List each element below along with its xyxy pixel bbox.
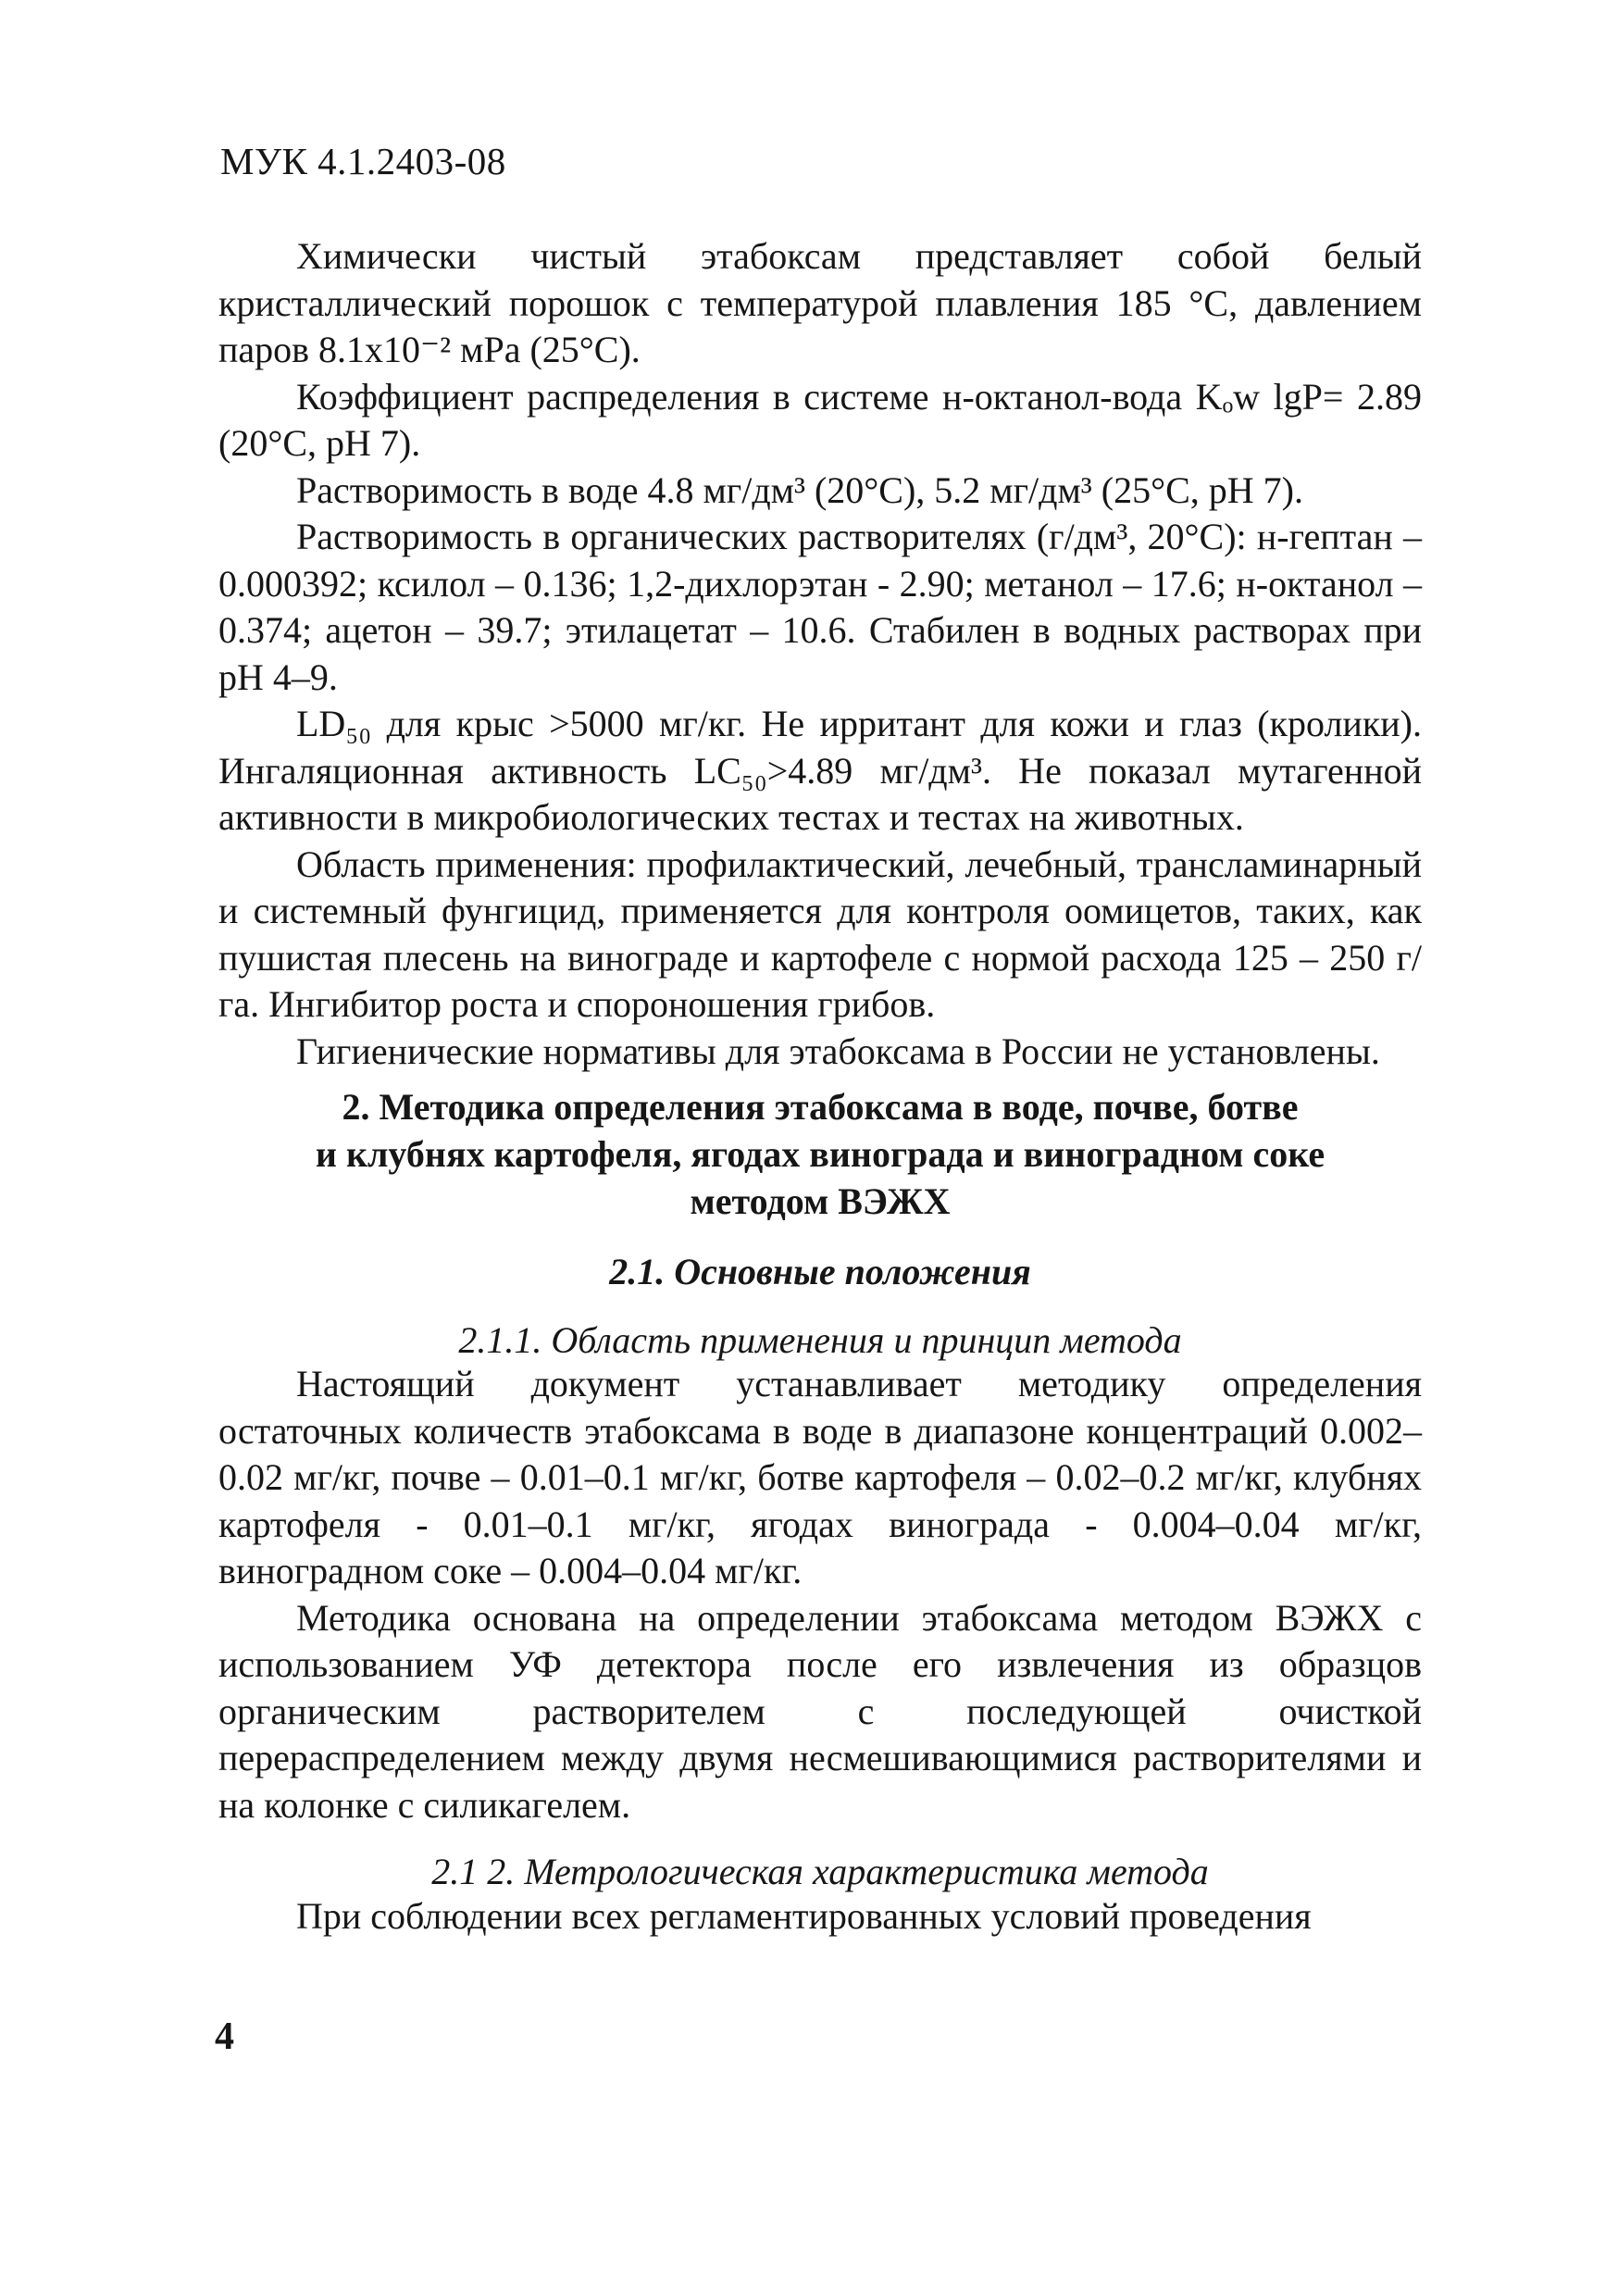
section-2-title-line-2: и клубнях картофеля, ягодах винограда и виноградном соке (315, 1133, 1326, 1175)
paragraph-scope: Настоящий документ устанавливает методику определения остаточных количеств этабоксама в воде в диапазоне концентраций 0.002–0.02 мг/кг, почве – 0.01–0.1 мг/кг, ботве картофеля – 0.02–0.2 мг/кг, клубнях картофеля - 0.01–0.1 мг/кг, ягодах винограда - 0.004–0.04 мг/кг, виноградном соке – 0.004–0.04 мг/кг. (218, 1363, 1422, 1591)
paragraph-method-principle: Методика основана на определении этабоксама методом ВЭЖХ с использованием УФ детектора после его извлечения из образцов органическим растворителем с последующей очисткой перераспределением между двумя несмешивающимися растворителями и на колонке с силикагелем. (218, 1596, 1422, 1826)
section-2-1-1-text (218, 1361, 1422, 1828)
paragraph-appearance: Химически чистый этабоксам представляет собой белый кристаллический порошок с температурой плавления 185 °С, давлением паров 8.1x10⁻² мРа (25°С). (218, 235, 1422, 370)
section-2-title-line-3: методом ВЭЖХ (690, 1180, 951, 1222)
paragraph-application: Область применения: профилактический, лечебный, трансламинарный и системный фунгицид, применяется для контроля оомицетов, таких, как пушистая плесень на винограде и картофеле с нормой расхода 125 – 250 г/га. Ингибитор роста и спороношения грибов. (218, 842, 1422, 1025)
section-2-1-1-title: 2.1.1. Область применения и принцип метода (458, 1319, 1182, 1361)
page-number: 4 (215, 2015, 234, 2058)
intro-text (218, 233, 1422, 1075)
section-2-1-title: 2.1. Основные положения (609, 1251, 1031, 1292)
paragraph-metrology-start: При соблюдении всех регламентированных условий проведения (296, 1895, 1312, 1937)
section-2-title (218, 1083, 1422, 1225)
paragraph-toxicity: LD₅₀ для крыс >5000 мг/кг. Не ирритант для кожи и глаз (кролики). Ингаляционная активность LC₅₀>4.89 мг/дм³. Не показал мутагенной активности в микробиологических тестах и тестах на животных. (218, 703, 1422, 838)
document-code: МУК 4.1.2403-08 (220, 140, 506, 182)
paragraph-partition-coefficient: Коэффициент распределения в системе н-октанол-вода Kₒw lgP= 2.89 (20°С, рН 7). (218, 375, 1422, 464)
section-2-title-line-1: 2. Методика определения этабоксама в воде, почве, ботве (342, 1086, 1299, 1128)
paragraph-water-solubility: Растворимость в воде 4.8 мг/дм³ (20°С), 5.2 мг/дм³ (25°С, рН 7). (296, 468, 1303, 511)
paragraph-hygienic-standards: Гигиенические нормативы для этабоксама в России не установлены. (296, 1029, 1380, 1072)
section-2-1-2-text (218, 1893, 1422, 1940)
section-2-1-2-title: 2.1 2. Метрологическая характеристика метода (431, 1851, 1209, 1892)
paragraph-organic-solubility: Растворимость в органических растворителях (г/дм³, 20°С): н-гептан – 0.000392; ксилол – 0.136; 1,2-дихлорэтан - 2.90; метанол – 17.6; н-октанол – 0.374; ацетон – 39.7; этилацетат – 10.6. Стабилен в водных растворах при рН 4–9. (218, 516, 1422, 698)
